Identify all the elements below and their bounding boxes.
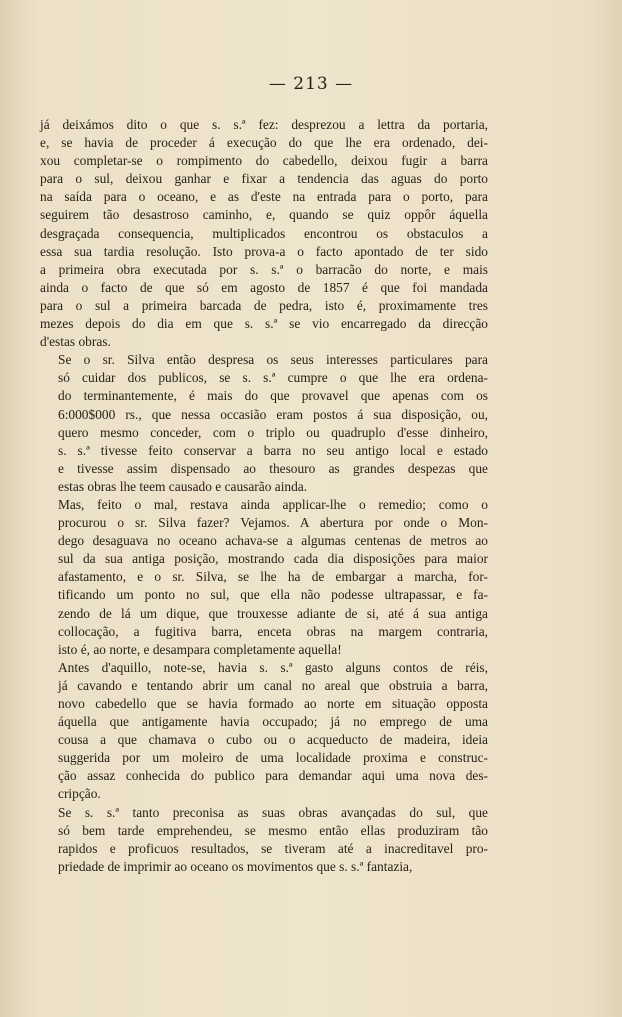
text-line: seguirem tão desastroso caminho, e, quando se quiz oppôr áquella xyxy=(40,207,488,223)
text-line: procurou o sr. Silva fazer? Vejamos. A abertura por onde o Mon- xyxy=(58,515,488,531)
text-line: já cavando e tentando abrir um canal no areal que obstruia a barra, xyxy=(58,677,488,693)
text-line: collocação, a fugitiva barra, enceta obras na margem contraria, xyxy=(58,623,488,639)
text-line: ção assaz conhecida do publico para demandar aqui uma nova des- xyxy=(58,768,488,784)
text-line: quero mesmo conceder, com o triplo ou quadruplo d'esse dinheiro, xyxy=(58,424,488,440)
text-line: ainda o facto de que só em agosto de 1857 é que foi mandada xyxy=(40,279,488,295)
text-line: do terminantemente, é mais do que provavel que apenas com os xyxy=(58,388,488,404)
text-line: áquella que antigamente havia occupado; já no emprego de uma xyxy=(58,714,488,730)
text-line: cousa a que chamava o cubo ou o acqueducto de madeira, ideia xyxy=(58,732,488,748)
text-line: desgraçada consequencia, multiplicados encontrou os obstaculos a xyxy=(40,225,488,241)
text-line: rapidos e proficuos resultados, se tiveram até a inacreditavel pro- xyxy=(58,840,488,856)
text-line: zendo de lá um dique, que trouxesse adiante de si, até á sua antiga xyxy=(58,605,488,621)
text-line: só cuidar dos publicos, se s. s.ª cumpre o que lhe era ordena- xyxy=(58,370,488,386)
text-line: dego desaguava no oceano achava-se a algumas centenas de metros ao xyxy=(58,533,488,549)
text-line: 6:000$000 rs., que nessa occasião eram postos á sua disposição, ou, xyxy=(58,406,488,422)
text-line: Mas, feito o mal, restava ainda applicar-lhe o remedio; como o xyxy=(58,496,488,512)
text-line: novo cabedello que se havia formado ao norte em situação opposta xyxy=(58,696,488,711)
page-number: — 213 — xyxy=(268,74,354,94)
text-line: Se o sr. Silva então despresa os seus interesses particulares para xyxy=(58,352,488,368)
text-line: na saída para o oceano, e as d'este na entrada para o porto, para xyxy=(40,189,488,205)
text-line: tificando um ponto no sul, que ella não podesse ultrapassar, e fa- xyxy=(58,587,488,603)
text-line: mezes depois do dia em que s. s.ª se vio encarregado da direcção xyxy=(40,316,488,332)
text-line: Antes d'aquillo, note-se, havia s. s.ª gasto alguns contos de réis, xyxy=(58,659,488,675)
text-line: xou completar-se o rompimento do cabedello, deixou fugir a barra xyxy=(40,153,488,169)
text-line: e tivesse assim dispensado ao thesouro as grandes despezas que xyxy=(58,460,488,476)
text-line: essa sua tardia resolução. Isto prova-a o facto apontado de ter sido xyxy=(40,243,488,259)
text-line: a primeira obra executada por s. s.ª o barracão do norte, e mais xyxy=(40,261,488,277)
text-line: só bem tarde emprehendeu, se mesmo então ellas produziram tão xyxy=(58,822,488,838)
text-line: já deixámos dito o que s. s.ª fez: desprezou a lettra da portaria, xyxy=(40,117,488,132)
paragraph xyxy=(40,496,488,659)
body-text xyxy=(40,116,488,876)
text-line: cripção. xyxy=(58,786,101,802)
text-line: d'estas obras. xyxy=(40,334,111,350)
text-line: afastamento, e o sr. Silva, se lhe ha de embargar a marcha, for- xyxy=(58,569,488,585)
text-line: estas obras lhe teem causado e causarão ainda. xyxy=(58,478,308,494)
text-line: e, se havia de proceder á execução do que lhe era ordenado, dei- xyxy=(40,135,488,151)
text-line: isto é, ao norte, e desampara completamente aquella! xyxy=(58,641,342,657)
text-line: sul da sua antiga posição, mostrando cada dia disposições para maior xyxy=(58,551,488,567)
paragraph xyxy=(40,351,488,496)
text-line: para o sul a primeira barcada de pedra, isto é, proximamente tres xyxy=(40,297,488,313)
text-line: priedade de imprimir ao oceano os movimentos que s. s.ª fantazia, xyxy=(58,858,413,874)
paragraph xyxy=(40,804,488,876)
text-line: Se s. s.ª tanto preconisa as suas obras avançadas do sul, que xyxy=(58,804,488,820)
paragraph xyxy=(40,116,488,351)
paragraph xyxy=(40,659,488,804)
text-line: para o sul, deixou ganhar e fixar a tendencia das aguas do porto xyxy=(40,171,488,187)
text-line: s. s.ª tivesse feito conservar a barra no seu antigo local e estado xyxy=(58,442,488,458)
text-line: suggerida por um moleiro de uma localidade proxima e construc- xyxy=(58,750,488,766)
